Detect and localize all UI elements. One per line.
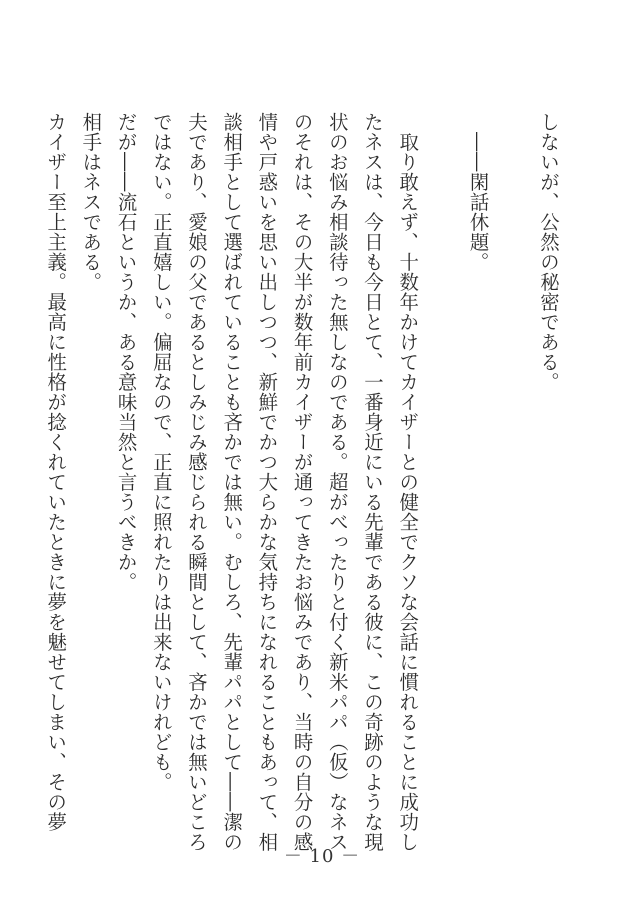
text-line: 取り敢えず、十数年かけてカイザーとの健全でクソな会話に慣れることに成功し [396,112,420,852]
page-number: － 10 － [283,846,361,867]
text-line: 状のお悩み相談待った無しなのである。超がべったりと付く新米パパ（仮）なネス [325,112,349,852]
text-line: しないが、公然の秘密である。 [537,112,560,392]
vertical-text-body [38,112,566,852]
text-line-blank [496,112,531,812]
text-line: のそれは、その大半が数年前カイザーが通ってきたお悩みであり、当時の自分の感 [290,112,314,852]
text-line: たネスは、今日も今日とて、一番身近にいる先輩である彼に、この奇跡のような現 [360,112,384,852]
text-line: 情や戸惑いを思い出しつつ、新鮮でかつ大らかな気持ちになれることもあって、相 [255,112,279,852]
text-line: ではない。正直嬉しい。偏屈なので、正直に照れたりは出来ないけれども。 [149,112,173,792]
text-line-blank [425,112,460,812]
text-line: 談相手として選ばれていることも吝かでは無い。むしろ、先輩パパとして――潔の [220,112,244,852]
text-line: 夫であり、愛娘の父であるとしみじみ感じられる瞬間として、吝かでは無いどころ [184,112,208,852]
text-line: 相手はネスである。 [79,112,103,292]
text-line: ――閑話休題。 [466,112,490,272]
text-line: カイザー至上主義。最高に性格が捻くれていたときに夢を魅せてしまい、その夢 [44,112,68,832]
text-line: だが――流石というか、ある意味当然と言うべきか。 [114,112,138,592]
